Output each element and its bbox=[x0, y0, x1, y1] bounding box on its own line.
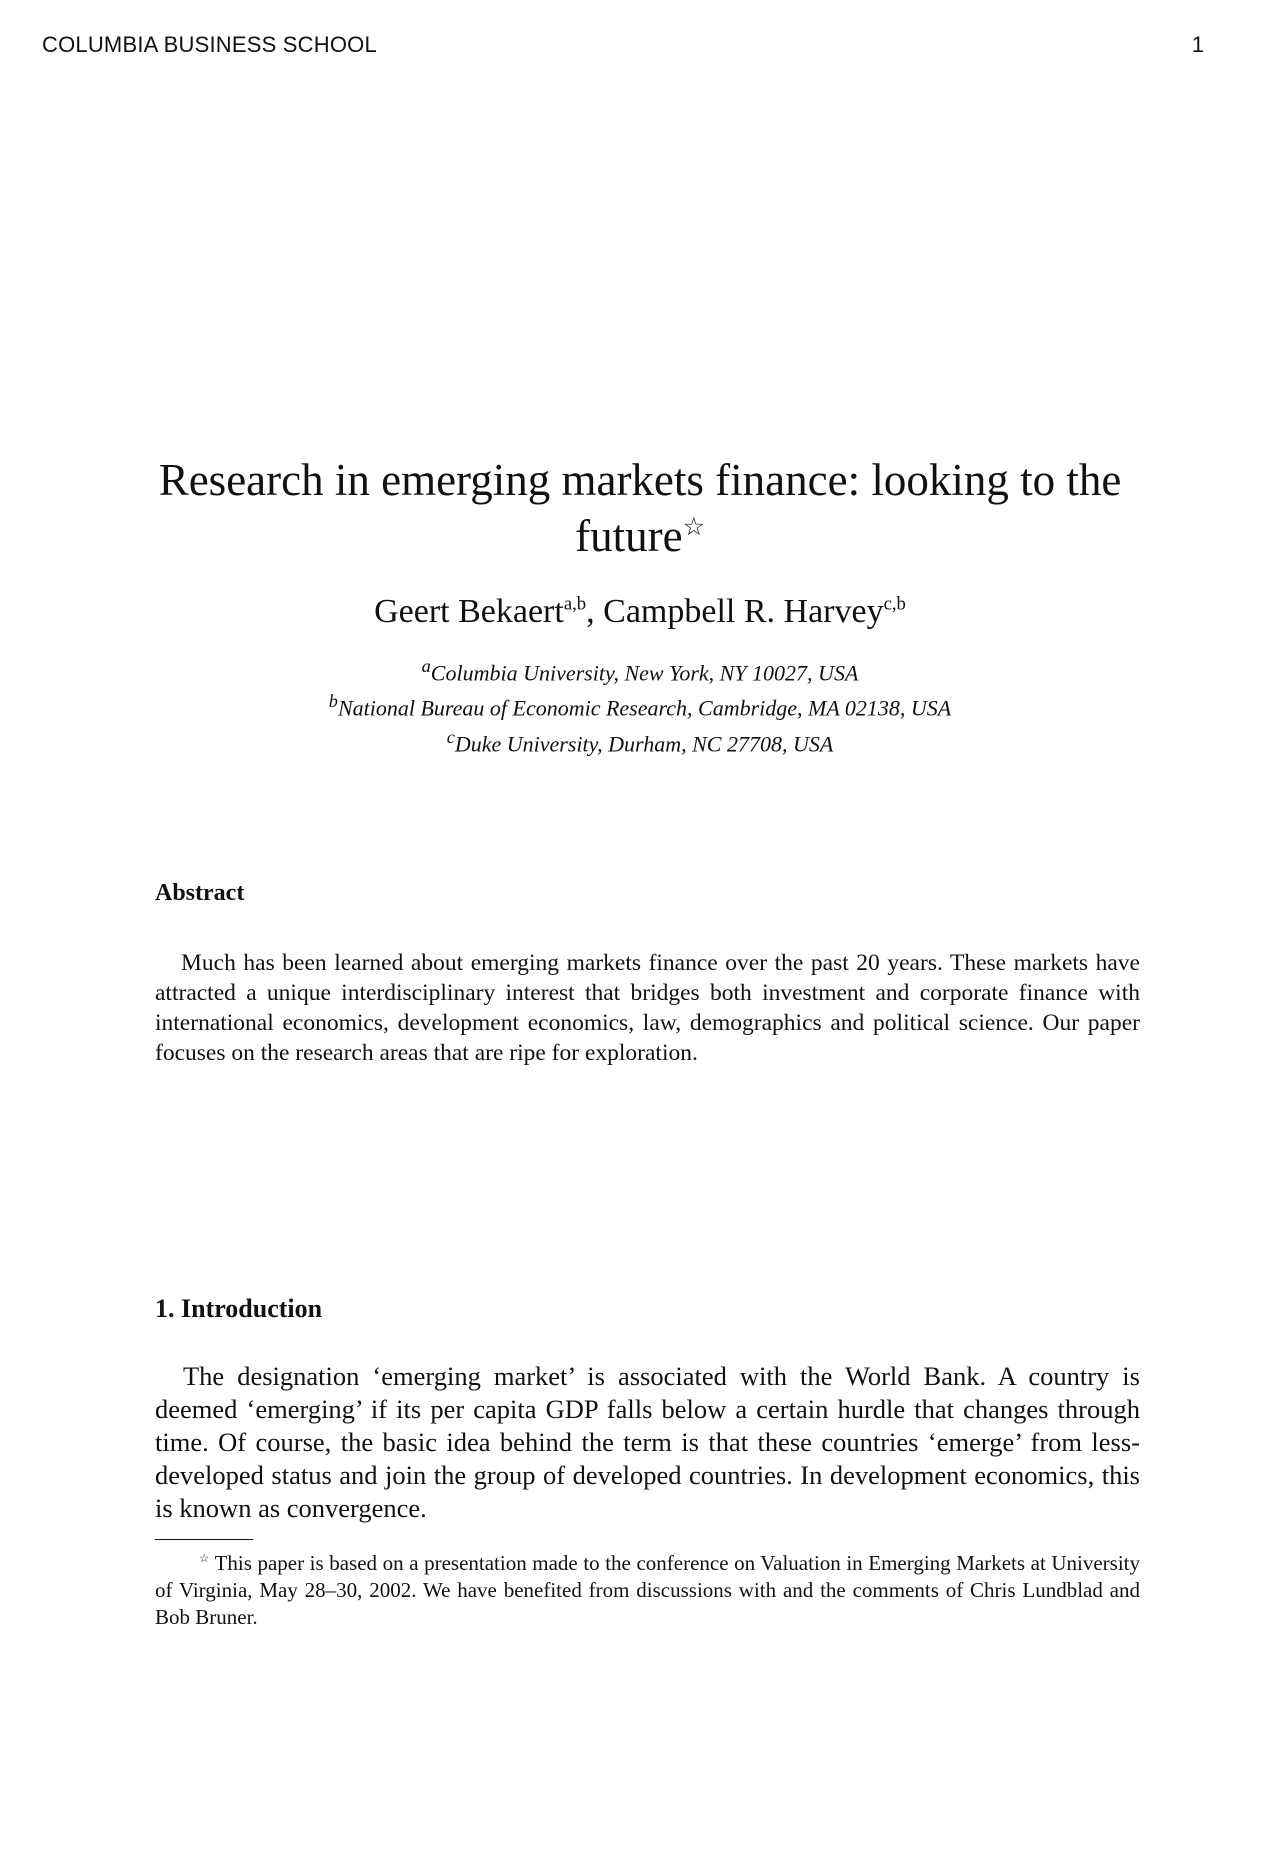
abstract-heading: Abstract bbox=[155, 880, 245, 906]
paper-title: Research in emerging markets finance: looking to the future☆ bbox=[158, 455, 1122, 561]
author-affiliation-marks: a,b bbox=[563, 593, 587, 615]
page-number: 1 bbox=[1191, 32, 1204, 57]
affiliation-mark: a bbox=[421, 656, 431, 676]
affiliation-text: Columbia University, New York, NY 10027, USA bbox=[430, 660, 859, 686]
affiliation-line bbox=[140, 652, 1140, 687]
affiliation-line bbox=[140, 687, 1140, 722]
affiliations bbox=[140, 652, 1140, 758]
affiliation-text: Duke University, Durham, NC 27708, USA bbox=[454, 730, 834, 756]
running-head: COLUMBIA BUSINESS SCHOOL bbox=[42, 32, 377, 57]
affiliation-mark: b bbox=[328, 691, 338, 712]
footnote-text: This paper is based on a presentation made to the conference on Valuation in Emerging Markets at University of Virginia, May 28–30, 2002. We have benefited from discussions with and the comments of Chris Lundblad and Bob Bruner. bbox=[155, 1551, 1141, 1629]
affiliation-text: National Bureau of Economic Research, Cambridge, MA 02138, USA bbox=[337, 695, 952, 721]
author-name: Geert Bekaert bbox=[374, 593, 564, 630]
abstract-body: Much has been learned about emerging markets finance over the past 20 years. These markets have attracted a unique interdisciplinary interest that bridges both investment and corporate finance with international economics, development economics, law, demographics and political science. Our paper focuses on the research areas that are ripe for exploration. bbox=[155, 950, 1140, 1066]
footnote: ☆ This paper is based on a presentation made to the conference on Valuation in Emerging Markets at University of Virginia, May 28–30, 2002. We have benefited from discussions with and the comments of Chris Lundblad and Bob Bruner. bbox=[155, 1551, 1141, 1629]
author-list bbox=[140, 590, 1140, 634]
author-affiliation-marks: c,b bbox=[883, 593, 906, 615]
affiliation-mark: c bbox=[446, 726, 455, 747]
author-name: Campbell R. Harvey bbox=[603, 593, 884, 630]
author-separator: , bbox=[586, 593, 604, 630]
introduction-paragraph: The designation ‘emerging market’ is associated with the World Bank. A country is deemed ‘emerging’ if its per capita GDP falls below a certain hurdle that changes through time. Of course, the basic idea behind the term is that these countries ‘emerge’ from less-developed status and join the group of developed countries. In development economics, this is known as convergence. bbox=[155, 1361, 1140, 1523]
footnote-divider bbox=[155, 1539, 253, 1540]
paper-title-text: Research in emerging markets finance: looking to the future bbox=[158, 455, 1122, 561]
affiliation-line bbox=[140, 723, 1140, 758]
section-heading-introduction: 1. Introduction bbox=[155, 1294, 323, 1323]
